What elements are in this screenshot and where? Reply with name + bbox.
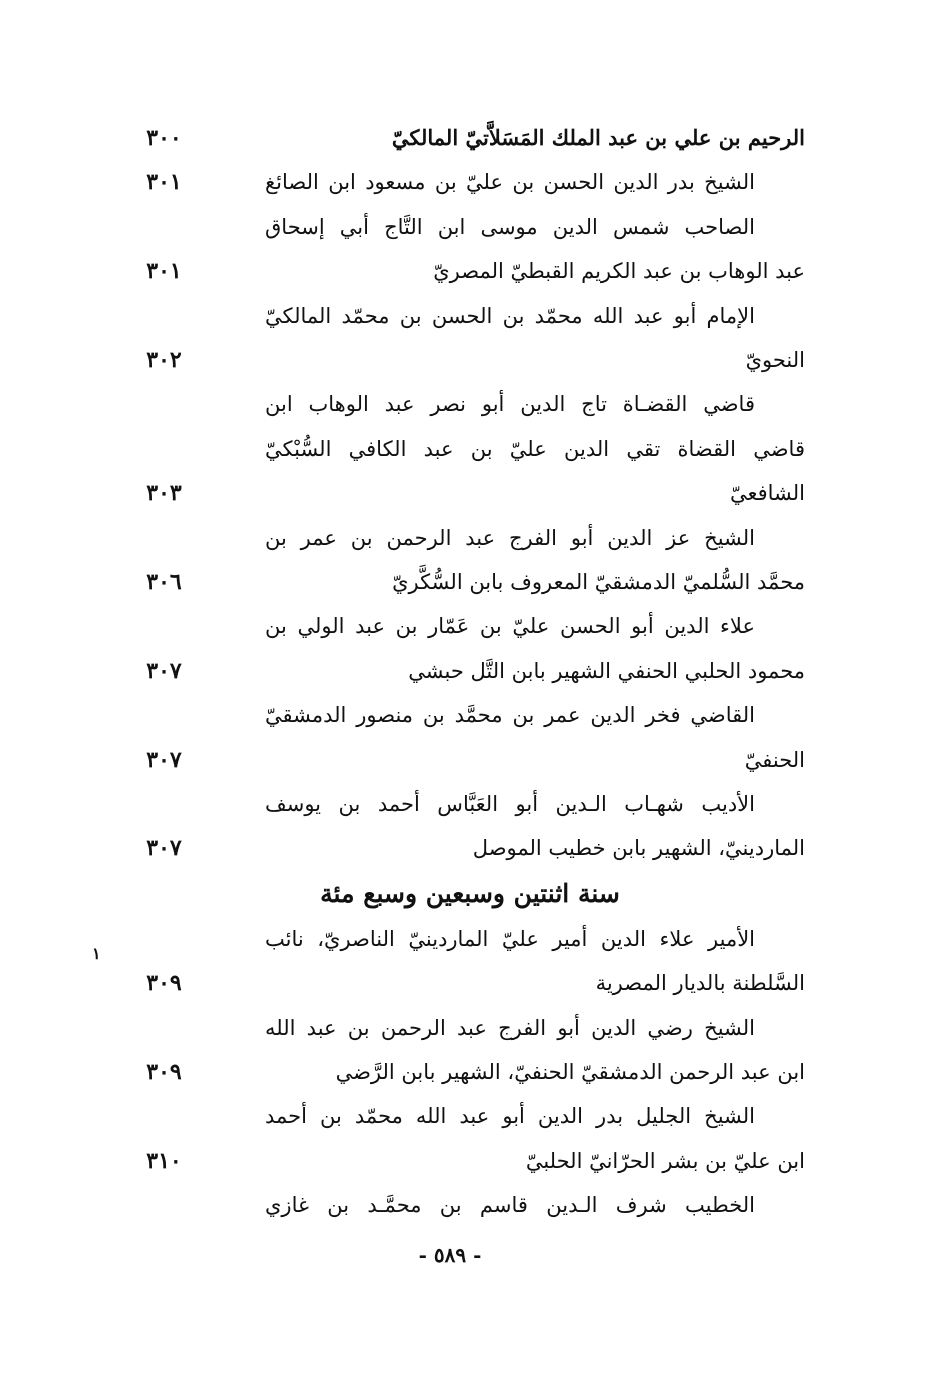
index-entry-line: الشافعيّ xyxy=(729,481,805,505)
page-reference-number: ٣٠٦ xyxy=(146,569,182,595)
index-entry-line: القاضي فخر الدين عمر بن محمَّد بن منصور الدمشقيّ xyxy=(265,703,755,727)
page-reference-number: ٣٠١ xyxy=(146,258,182,284)
page-reference-number: ٣٠٠ xyxy=(146,125,182,151)
index-entry-line: علاء الدين أبو الحسن عليّ بن عَمّار بن عبد الولي بن xyxy=(265,614,755,638)
index-entry-line: الخطيب شرف الـدين قاسم بن محمَّـد بن غازي xyxy=(265,1193,755,1217)
index-entry-line: الشيخ بدر الدين الحسن بن عليّ بن مسعود ابن الصائغ xyxy=(265,170,755,194)
page-reference-number: ٣٠١ xyxy=(146,169,182,195)
index-entry-line: الشيخ الجليل بدر الدين أبو عبد الله محمّد بن أحمد xyxy=(265,1104,755,1128)
page-reference-number: ٣٠٩ xyxy=(146,1059,182,1085)
page-reference-number: ٣٠٧ xyxy=(146,835,182,861)
page-reference-number: ٣٠٧ xyxy=(146,658,182,684)
folio-number: - ٥٨٩ - xyxy=(418,1243,482,1267)
page-reference-number: ٣١٠ xyxy=(146,1148,182,1174)
section-heading: سنة اثنتين وسبعين وسبع مئة xyxy=(320,879,620,908)
index-entry-line: عبد الوهاب بن عبد الكريم القبطيّ المصريّ xyxy=(433,259,805,283)
index-entry-line: الأديب شهـاب الـدين أبو العَبَّاس أحمد بن يوسف xyxy=(265,792,755,816)
index-entry-line: محمود الحلبي الحنفي الشهير بابن التَّل حبشي xyxy=(408,659,805,683)
index-entry-line: الحنفيّ xyxy=(744,748,805,772)
index-entry-line: قاضي القضاة تقي الدين عليّ بن عبد الكافي السُّبْكيّ xyxy=(265,437,805,461)
index-entry-line: النحويّ xyxy=(745,348,805,372)
index-entry-line: الشيخ رضي الدين أبو الفرج عبد الرحمن بن عبد الله xyxy=(265,1016,755,1040)
index-entry-line: الماردينيّ، الشهير بابن خطيب الموصل xyxy=(472,836,805,860)
index-entry-line: الصاحب شمس الدين موسى ابن التَّاج أبي إسحاق xyxy=(265,215,755,239)
index-entry-line: السَّلطنة بالديار المصرية xyxy=(595,971,805,995)
index-entry-line: الشيخ عز الدين أبو الفرج عبد الرحمن بن عمر بن xyxy=(265,526,755,550)
index-entry-line: ابن عبد الرحمن الدمشقيّ الحنفيّ، الشهير بابن الرَّضي xyxy=(335,1060,805,1084)
page-reference-number: ٣٠٧ xyxy=(146,747,182,773)
page-reference-number: ٣٠٢ xyxy=(146,347,182,373)
index-entry-line: قاضي القضـاة تاج الدين أبو نصر عبد الوهاب ابن xyxy=(265,392,755,416)
index-entry-line: محمَّد السُّلميّ الدمشقيّ المعروف بابن السُّكَّريّ xyxy=(392,570,805,594)
index-entry-line: الإمام أبو عبد الله محمّد بن الحسن بن محمّد المالكيّ xyxy=(265,304,755,328)
page-reference-number: ٣٠٩ xyxy=(146,970,182,996)
index-entry-line: ابن عليّ بن بشر الحرّانيّ الحلبيّ xyxy=(525,1149,805,1173)
index-entry-line: الرحيم بن علي بن عبد الملك المَسَلاَّتيّ المالكيّ xyxy=(391,125,805,150)
page-reference-number: ٣٠٣ xyxy=(146,480,182,506)
footnote-marker: ١ xyxy=(92,944,101,963)
index-entry-line: الأمير علاء الدين أمير عليّ الماردينيّ الناصريّ، نائب xyxy=(265,927,755,951)
